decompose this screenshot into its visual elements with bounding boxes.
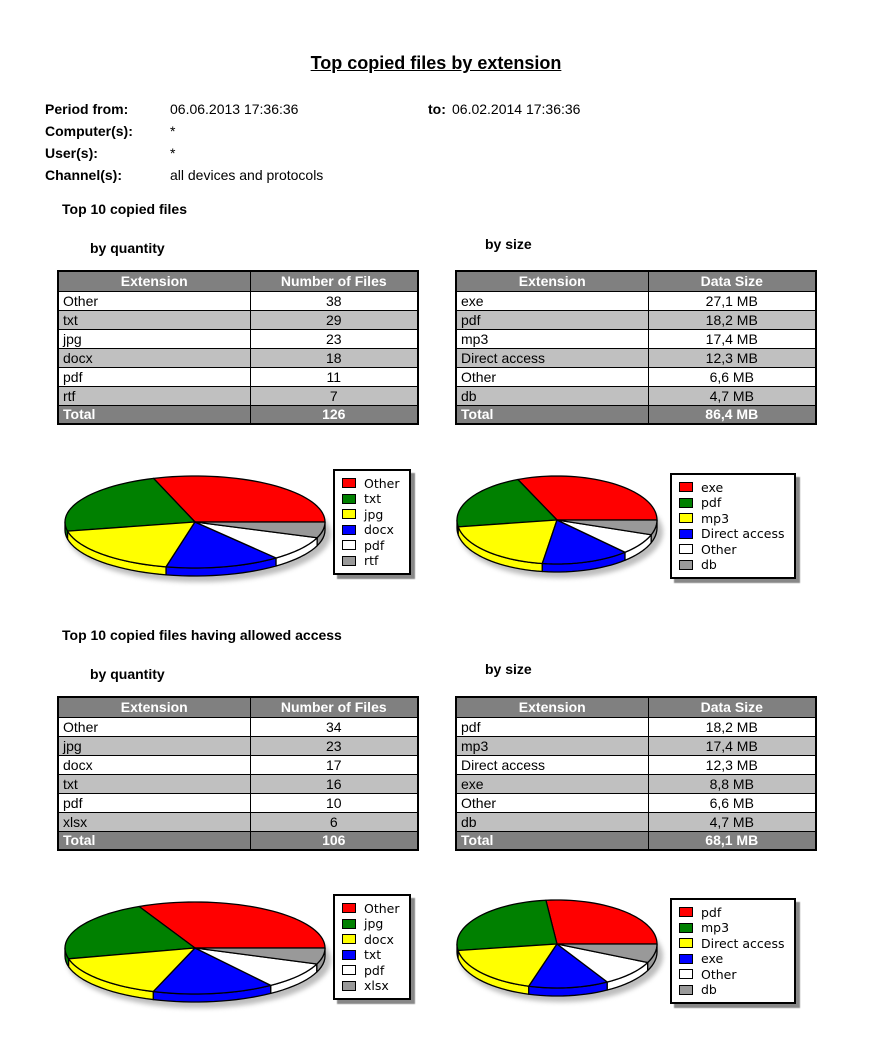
table-allowed-by-quantity bbox=[57, 696, 419, 851]
pie-chart-allowed-by-size bbox=[450, 886, 670, 1014]
extension-cell: pdf bbox=[58, 367, 250, 386]
table-row bbox=[456, 310, 816, 329]
table-row bbox=[58, 291, 418, 310]
column-header: Number of Files bbox=[250, 271, 418, 291]
channels-value: all devices and protocols bbox=[170, 167, 324, 183]
total-label-cell: Total bbox=[58, 405, 250, 424]
column-header: Extension bbox=[58, 697, 250, 717]
extension-cell: Other bbox=[456, 793, 648, 812]
report-title: Top copied files by extension bbox=[310, 53, 562, 73]
column-header: Extension bbox=[456, 271, 648, 291]
extension-cell: db bbox=[456, 386, 648, 405]
extension-cell: rtf bbox=[58, 386, 250, 405]
column-header: Data Size bbox=[648, 697, 816, 717]
value-cell: 34 bbox=[250, 717, 418, 736]
value-cell: 4,7 MB bbox=[648, 386, 816, 405]
extension-cell: pdf bbox=[456, 717, 648, 736]
legend-item-xlsx bbox=[342, 979, 400, 994]
extension-cell: exe bbox=[456, 291, 648, 310]
extension-cell: docx bbox=[58, 348, 250, 367]
period-to-label: to: bbox=[428, 101, 446, 117]
extension-cell: pdf bbox=[456, 310, 648, 329]
table-row bbox=[58, 812, 418, 831]
column-header: Number of Files bbox=[250, 697, 418, 717]
legend-label: rtf bbox=[364, 553, 379, 569]
table-row bbox=[58, 793, 418, 812]
table-row bbox=[456, 291, 816, 310]
extension-cell: Other bbox=[456, 367, 648, 386]
legend-label: pdf bbox=[364, 962, 385, 978]
period-to-value: 06.02.2014 17:36:36 bbox=[452, 101, 581, 117]
total-value-cell: 86,4 MB bbox=[648, 405, 816, 424]
extension-cell: exe bbox=[456, 774, 648, 793]
legend-item-exe bbox=[679, 480, 785, 495]
legend-label: txt bbox=[364, 947, 382, 963]
legend-item-pdf bbox=[342, 538, 400, 553]
period-from-value: 06.06.2013 17:36:36 bbox=[170, 101, 299, 117]
value-cell: 6 bbox=[250, 812, 418, 831]
legend-label: Direct access bbox=[701, 526, 785, 542]
section-1-title: Top 10 copied files bbox=[62, 201, 187, 217]
legend-label: pdf bbox=[701, 904, 722, 920]
legend-item-direct-access bbox=[679, 527, 785, 542]
legend-copied-by-quantity bbox=[333, 469, 411, 575]
pie-slice-mp3 bbox=[457, 900, 557, 950]
pie-chart-allowed-by-quantity bbox=[55, 888, 345, 1016]
section-2-title: Top 10 copied files having allowed access bbox=[62, 627, 342, 643]
legend-item-other bbox=[342, 901, 400, 916]
value-cell: 27,1 MB bbox=[648, 291, 816, 310]
table-row bbox=[456, 812, 816, 831]
legend-swatch-icon bbox=[342, 950, 356, 960]
legend-swatch-icon bbox=[342, 919, 356, 929]
legend-item-db bbox=[679, 558, 785, 573]
value-cell: 18,2 MB bbox=[648, 717, 816, 736]
extension-cell: mp3 bbox=[456, 736, 648, 755]
legend-swatch-icon bbox=[679, 985, 693, 995]
legend-label: Other bbox=[364, 900, 400, 916]
total-row bbox=[58, 405, 418, 424]
legend-item-exe bbox=[679, 952, 785, 967]
column-header: Extension bbox=[456, 697, 648, 717]
value-cell: 16 bbox=[250, 774, 418, 793]
table-row bbox=[456, 717, 816, 736]
legend-item-mp3 bbox=[679, 511, 785, 526]
legend-label: pdf bbox=[701, 495, 722, 511]
legend-swatch-icon bbox=[342, 556, 356, 566]
users-label: User(s): bbox=[45, 145, 98, 161]
legend-label: Other bbox=[701, 541, 737, 557]
legend-item-other bbox=[679, 542, 785, 557]
extension-cell: db bbox=[456, 812, 648, 831]
table-row bbox=[456, 774, 816, 793]
value-cell: 29 bbox=[250, 310, 418, 329]
value-cell: 4,7 MB bbox=[648, 812, 816, 831]
legend-label: Other bbox=[364, 475, 400, 491]
legend-item-docx bbox=[342, 523, 400, 538]
legend-swatch-icon bbox=[679, 544, 693, 554]
legend-swatch-icon bbox=[679, 954, 693, 964]
legend-item-rtf bbox=[342, 554, 400, 569]
legend-label: jpg bbox=[364, 916, 384, 932]
value-cell: 17,4 MB bbox=[648, 329, 816, 348]
value-cell: 7 bbox=[250, 386, 418, 405]
value-cell: 10 bbox=[250, 793, 418, 812]
legend-item-other bbox=[342, 476, 400, 491]
legend-swatch-icon bbox=[342, 525, 356, 535]
legend-item-pdf bbox=[679, 905, 785, 920]
legend-swatch-icon bbox=[679, 938, 693, 948]
legend-label: exe bbox=[701, 479, 724, 495]
table-row bbox=[58, 310, 418, 329]
legend-label: jpg bbox=[364, 506, 384, 522]
value-cell: 17,4 MB bbox=[648, 736, 816, 755]
legend-item-db bbox=[679, 983, 785, 998]
legend-swatch-icon bbox=[342, 509, 356, 519]
total-label-cell: Total bbox=[58, 831, 250, 850]
section-1-quantity-subtitle: by quantity bbox=[90, 240, 165, 256]
legend-label: mp3 bbox=[701, 920, 730, 936]
extension-cell: docx bbox=[58, 755, 250, 774]
table-row bbox=[58, 348, 418, 367]
extension-cell: Other bbox=[58, 717, 250, 736]
legend-label: txt bbox=[364, 491, 382, 507]
section-2-quantity-subtitle: by quantity bbox=[90, 666, 165, 682]
table-allowed-by-size bbox=[455, 696, 817, 851]
legend-swatch-icon bbox=[679, 969, 693, 979]
legend-item-other bbox=[679, 967, 785, 982]
legend-item-txt bbox=[342, 492, 400, 507]
legend-swatch-icon bbox=[679, 513, 693, 523]
table-copied-by-size bbox=[455, 270, 817, 425]
table-copied-by-quantity bbox=[57, 270, 419, 425]
extension-cell: pdf bbox=[58, 793, 250, 812]
value-cell: 11 bbox=[250, 367, 418, 386]
legend-swatch-icon bbox=[342, 903, 356, 913]
extension-cell: Direct access bbox=[456, 755, 648, 774]
legend-item-txt bbox=[342, 948, 400, 963]
value-cell: 18,2 MB bbox=[648, 310, 816, 329]
extension-cell: xlsx bbox=[58, 812, 250, 831]
value-cell: 23 bbox=[250, 329, 418, 348]
legend-allowed-by-quantity bbox=[333, 894, 411, 1000]
legend-label: mp3 bbox=[701, 510, 730, 526]
legend-label: db bbox=[701, 557, 717, 573]
total-row bbox=[456, 831, 816, 850]
pie-slice-pdf bbox=[546, 900, 657, 944]
extension-cell: Other bbox=[58, 291, 250, 310]
total-label-cell: Total bbox=[456, 831, 648, 850]
extension-cell: jpg bbox=[58, 736, 250, 755]
channels-label: Channel(s): bbox=[45, 167, 122, 183]
table-row bbox=[456, 386, 816, 405]
column-header: Data Size bbox=[648, 271, 816, 291]
total-row bbox=[58, 831, 418, 850]
legend-swatch-icon bbox=[342, 981, 356, 991]
legend-label: docx bbox=[364, 931, 394, 947]
table-row bbox=[456, 793, 816, 812]
legend-item-pdf bbox=[679, 496, 785, 511]
legend-label: docx bbox=[364, 522, 394, 538]
extension-cell: mp3 bbox=[456, 329, 648, 348]
legend-swatch-icon bbox=[342, 494, 356, 504]
table-row bbox=[456, 736, 816, 755]
table-row bbox=[58, 755, 418, 774]
table-row bbox=[58, 717, 418, 736]
legend-item-pdf bbox=[342, 963, 400, 978]
legend-item-jpg bbox=[342, 917, 400, 932]
table-row bbox=[456, 755, 816, 774]
pie-chart-copied-by-quantity bbox=[55, 462, 345, 590]
legend-swatch-icon bbox=[679, 482, 693, 492]
legend-allowed-by-size bbox=[670, 898, 796, 1004]
total-value-cell: 106 bbox=[250, 831, 418, 850]
table-header-row bbox=[58, 697, 418, 717]
pie-chart-copied-by-size bbox=[450, 462, 670, 590]
legend-swatch-icon bbox=[342, 934, 356, 944]
table-row bbox=[456, 348, 816, 367]
total-row bbox=[456, 405, 816, 424]
extension-cell: jpg bbox=[58, 329, 250, 348]
table-header-row bbox=[456, 271, 816, 291]
value-cell: 12,3 MB bbox=[648, 348, 816, 367]
value-cell: 6,6 MB bbox=[648, 793, 816, 812]
table-header-row bbox=[58, 271, 418, 291]
total-value-cell: 126 bbox=[250, 405, 418, 424]
legend-copied-by-size bbox=[670, 473, 796, 579]
legend-swatch-icon bbox=[679, 529, 693, 539]
extension-cell: txt bbox=[58, 310, 250, 329]
value-cell: 38 bbox=[250, 291, 418, 310]
column-header: Extension bbox=[58, 271, 250, 291]
table-row bbox=[58, 329, 418, 348]
total-label-cell: Total bbox=[456, 405, 648, 424]
table-row bbox=[58, 774, 418, 793]
legend-label: xlsx bbox=[364, 978, 389, 994]
legend-item-mp3 bbox=[679, 921, 785, 936]
value-cell: 23 bbox=[250, 736, 418, 755]
value-cell: 8,8 MB bbox=[648, 774, 816, 793]
period-from-label: Period from: bbox=[45, 101, 129, 117]
legend-label: exe bbox=[701, 951, 724, 967]
table-row bbox=[58, 736, 418, 755]
value-cell: 18 bbox=[250, 348, 418, 367]
legend-label: Direct access bbox=[701, 935, 785, 951]
legend-swatch-icon bbox=[342, 540, 356, 550]
extension-cell: Direct access bbox=[456, 348, 648, 367]
extension-cell: txt bbox=[58, 774, 250, 793]
legend-swatch-icon bbox=[679, 498, 693, 508]
legend-swatch-icon bbox=[342, 478, 356, 488]
section-2-size-subtitle: by size bbox=[485, 661, 532, 677]
legend-swatch-icon bbox=[342, 965, 356, 975]
legend-label: db bbox=[701, 982, 717, 998]
total-value-cell: 68,1 MB bbox=[648, 831, 816, 850]
legend-swatch-icon bbox=[679, 560, 693, 570]
computers-value: * bbox=[170, 123, 176, 139]
legend-label: pdf bbox=[364, 537, 385, 553]
legend-item-jpg bbox=[342, 507, 400, 522]
table-row bbox=[58, 367, 418, 386]
table-row bbox=[456, 329, 816, 348]
computers-label: Computer(s): bbox=[45, 123, 133, 139]
value-cell: 17 bbox=[250, 755, 418, 774]
legend-item-direct-access bbox=[679, 936, 785, 951]
section-1-size-subtitle: by size bbox=[485, 236, 532, 252]
table-row bbox=[456, 367, 816, 386]
legend-swatch-icon bbox=[679, 923, 693, 933]
value-cell: 6,6 MB bbox=[648, 367, 816, 386]
legend-swatch-icon bbox=[679, 907, 693, 917]
legend-label: Other bbox=[701, 966, 737, 982]
table-header-row bbox=[456, 697, 816, 717]
users-value: * bbox=[170, 145, 176, 161]
pie-slice-mp3 bbox=[458, 520, 557, 564]
legend-item-docx bbox=[342, 932, 400, 947]
table-row bbox=[58, 386, 418, 405]
value-cell: 12,3 MB bbox=[648, 755, 816, 774]
